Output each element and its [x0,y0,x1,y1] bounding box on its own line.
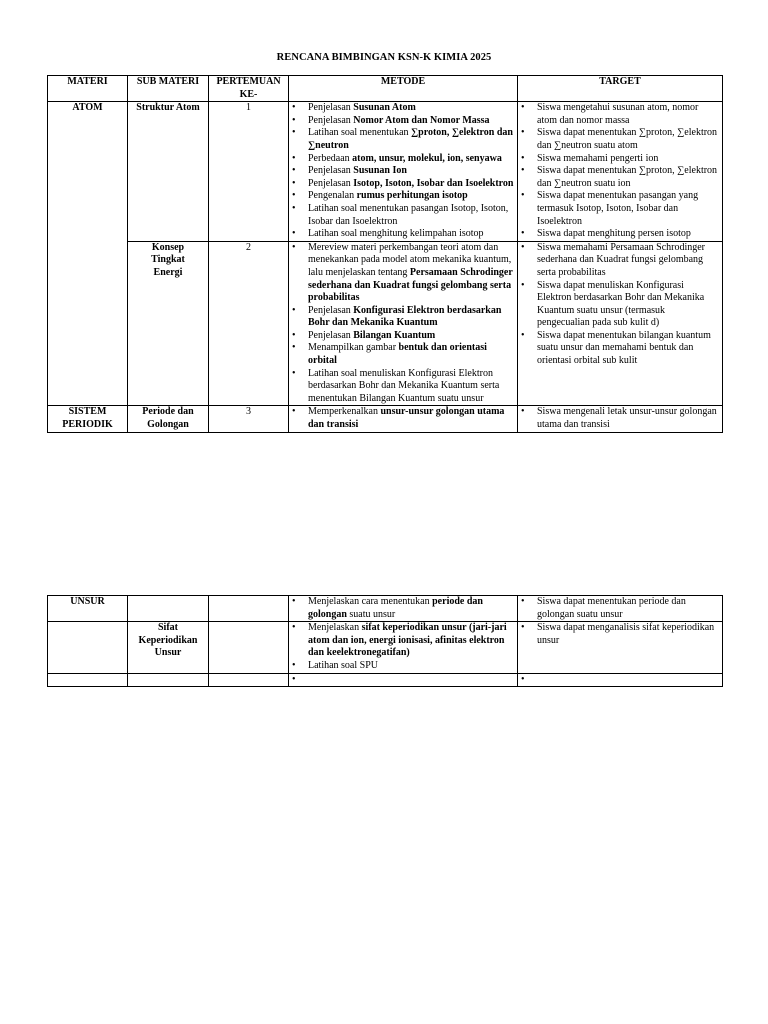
list-item [291,102,515,115]
bullet-list [291,596,515,621]
table-row [48,596,723,622]
bullet-list [291,242,515,406]
text: Siswa dapat menentukan ∑proton, ∑elektron dan ∑neutron suatu atom [537,127,718,151]
bold-text: bentuk dan orientasi orbital [308,342,487,367]
header-metode: METODE [289,76,518,102]
list-item [291,242,515,305]
list-item [291,368,515,406]
pertemuan-cell [209,673,289,686]
text: Latihan soal menentukan [308,127,412,139]
list-item [520,102,720,127]
target-cell [518,102,723,242]
materi-cell: UNSUR [48,596,128,622]
text: Siswa dapat menentukan pasangan yang termasuk Isotop, Isoton, Isobar dan Isoelektron [537,190,699,227]
list-item [291,674,515,686]
text: suatu unsur [346,608,396,620]
text: Penjelasan [308,114,354,126]
list-item [291,127,515,152]
list-item [520,622,720,647]
sub-materi-cell: Sifat Keperiodikan Unsur [128,622,209,673]
list-item [291,153,515,166]
metode-cell [289,102,518,242]
materi-cell: ATOM [48,102,128,406]
text: Latihan soal menentukan pasangan Isotop, Isoton, Isobar dan Isoelektron [308,202,509,227]
materi-cell: SISTEM PERIODIK [48,406,128,432]
sub-materi-cell: Struktur Atom [128,102,209,242]
target-cell [518,673,723,686]
bullet-list [291,102,515,241]
pertemuan-cell: 3 [209,406,289,432]
bold-text: Isotop, Isoton, Isobar dan Isoelektron [353,177,514,189]
list-item [520,406,720,431]
bullet-list [520,674,720,686]
list-item [291,406,515,431]
text: Penjelasan [308,304,354,316]
list-item [291,228,515,241]
bold-text: Persamaan Schrodinger sederhana dan Kuadrat fungsi gelombang serta probabilitas [308,266,513,304]
metode-cell [289,596,518,622]
text: Penjelasan [308,102,354,114]
bullet-list [520,102,720,241]
bold-text: rumus perhitungan isotop [356,190,468,202]
list-item [520,280,720,330]
pertemuan-cell [209,596,289,622]
list-item [520,674,720,686]
text: Penjelasan [308,177,354,189]
list-item [291,178,515,191]
target-cell [518,406,723,432]
text: Siswa dapat menganalisis sifat keperiodikan unsur [537,622,715,646]
list-item [520,330,720,368]
target-cell [518,596,723,622]
bold-text: ∑proton, ∑elektron dan ∑neutron [308,127,513,151]
target-cell [518,622,723,673]
text: Siswa memahami Persamaan Schrodinger sederhana dan Kuadrat fungsi gelombang serta probabilitas [537,241,706,278]
text: Siswa mengenali letak unsur-unsur golongan utama dan transisi [537,406,717,431]
text: Pengenalan [308,190,357,202]
bold-text: Susunan Ion [353,165,407,177]
text: Latihan soal menghitung kelimpahan isotop [308,228,484,240]
text: Penjelasan [308,329,354,341]
sub-materi-cell [128,673,209,686]
table-row [48,406,723,432]
list-item [291,190,515,203]
text: Siswa dapat menentukan periode dan golongan suatu unsur [537,596,686,620]
text: Mereview materi perkembangan teori atom dan menekankan pada model atom mekanika kuantum, lalu menjelaskan tentang [308,241,512,278]
bullet-list [520,242,720,368]
table-row [48,102,723,242]
bold-text: Bilangan Kuantum [353,329,436,341]
text: Menampilkan gambar [308,342,399,354]
bold-text: periode dan golongan [308,596,483,620]
text: Siswa memahami pengerti ion [537,152,659,164]
list-item [520,190,720,228]
bullet-list [520,622,720,647]
text: Siswa mengetahui susunan atom, nomor atom dan nomor massa [537,102,699,126]
bold-text: atom, unsur, molekul, ion, senyawa [352,152,502,164]
table-row [48,241,723,406]
list-item [291,342,515,367]
list-item [520,596,720,621]
bold-text: sifat keperiodikan unsur (jari-jari atom dan ion, energi ionisasi, afinitas elektron dan keelektronegatifan) [308,622,507,659]
metode-cell [289,406,518,432]
list-item [291,330,515,343]
bold-text: unsur-unsur golongan utama dan transisi [308,406,505,431]
bullet-list [291,622,515,672]
materi-cell [48,622,128,673]
list-item [291,165,515,178]
text: Perbedaan [308,152,353,164]
text: Siswa dapat menentukan bilangan kuantum suatu unsur dan memahami bentuk dan orientasi orbital sub kulit [537,329,711,367]
list-item [520,153,720,166]
list-item [291,203,515,228]
text: Siswa dapat menghitung persen isotop [537,228,691,240]
pertemuan-cell: 1 [209,102,289,242]
pertemuan-cell [209,622,289,673]
list-item [520,242,720,280]
plan-table-continued [47,595,723,687]
list-item [520,165,720,190]
text: Penjelasan [308,165,354,177]
bullet-list [291,674,515,686]
pertemuan-cell: 2 [209,241,289,406]
metode-cell [289,241,518,406]
bullet-list [520,596,720,621]
list-item [520,228,720,241]
bullet-list [520,406,720,431]
metode-cell [289,622,518,673]
bold-text: Konfigurasi Elektron berdasarkan Bohr dan Mekanika Kuantum [308,304,502,329]
list-item [291,305,515,330]
list-item [291,622,515,660]
bold-text: Nomor Atom dan Nomor Massa [353,114,490,126]
header-sub-materi: SUB MATERI [128,76,209,102]
text: Latihan soal menuliskan Konfigurasi Elektron berdasarkan Bohr dan Mekanika Kuantum serta menentukan Bilangan Kuantum suatu unsur [308,367,500,404]
table-row [48,622,723,673]
text: Latihan soal SPU [308,659,378,671]
list-item [291,660,515,673]
text: Menjelaskan [308,622,362,634]
header-target: TARGET [518,76,723,102]
sub-materi-cell: Periode dan Golongan [128,406,209,432]
list-item [291,115,515,128]
table-row [48,673,723,686]
bold-text: Susunan Atom [353,102,416,114]
bullet-list [291,406,515,431]
text: Menjelaskan cara menentukan [308,596,433,607]
header-pertemuan: PERTEMUAN KE- [209,76,289,102]
text: Memperkenalkan [308,406,381,418]
list-item [291,596,515,621]
materi-cell [48,673,128,686]
target-cell [518,241,723,406]
plan-table [47,75,723,433]
sub-materi-cell [128,596,209,622]
list-item [520,127,720,152]
text: Siswa dapat menentukan ∑proton, ∑elektron dan ∑neutron suatu ion [537,165,718,189]
document-title: RENCANA BIMBINGAN KSN-K KIMIA 2025 [276,52,492,63]
header-materi: MATERI [48,76,128,102]
text: Siswa dapat menuliskan Konfigurasi Elektron berdasarkan Bohr dan Mekanika Kuantum suatu unsur (termasuk pengecualian pada sub kulit d) [537,279,705,329]
table-header-row [48,76,723,102]
sub-materi-cell: Konsep Tingkat Energi [128,241,209,406]
metode-cell [289,673,518,686]
